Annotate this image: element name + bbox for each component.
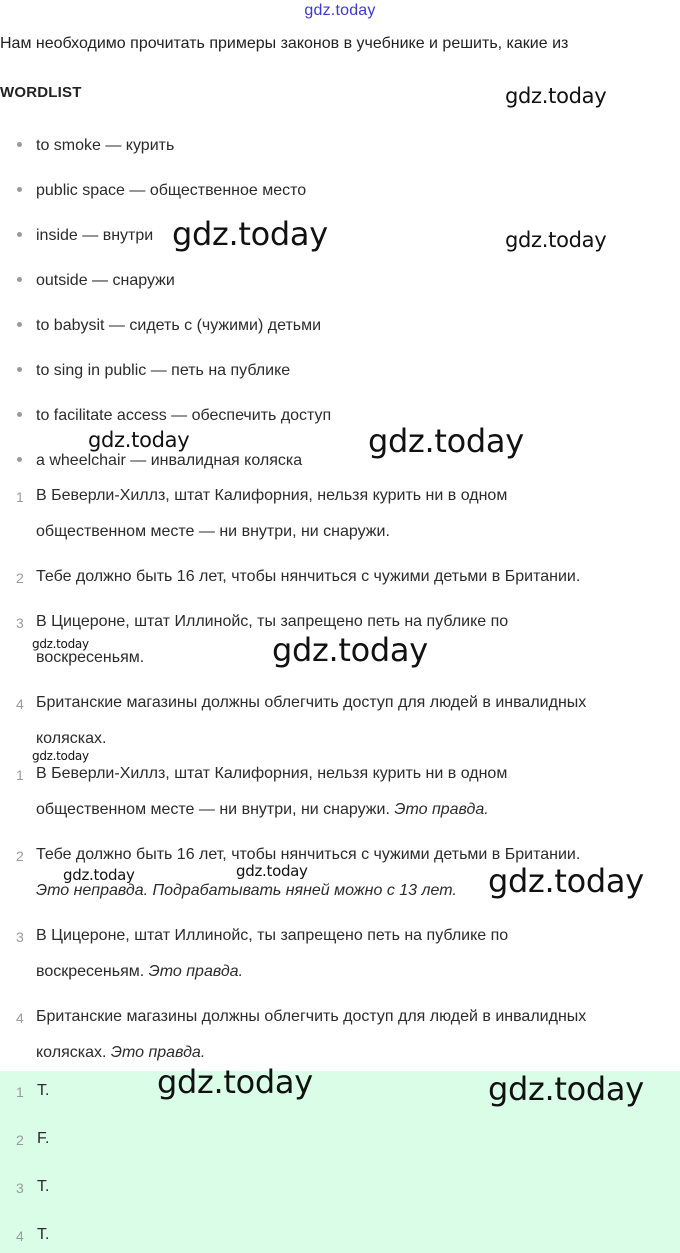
verdict-line: В Беверли-Хиллз, штат Калифорния, нельзя курить ни в одном (36, 765, 508, 782)
translation-line: колясках. (36, 730, 107, 747)
item-number: 3 (16, 615, 24, 631)
bullet-icon (17, 367, 22, 372)
bullet-icon (17, 457, 22, 462)
verdict-line: колясках. Это правда. (36, 1044, 206, 1061)
watermark: gdz.today (63, 866, 135, 884)
verdict-line (36, 882, 457, 900)
verdict-line: Британские магазины должны облегчить доступ для людей в инвалидных (36, 1008, 587, 1025)
wordlist-item: to facilitate access — обеспечить доступ (17, 407, 331, 425)
watermark: gdz.today (157, 1063, 313, 1101)
translation-line: В Цицероне, штат Иллинойс, ты запрещено петь на публике по (36, 613, 509, 630)
wordlist-item: outside — снаружи (17, 272, 175, 290)
watermark: gdz.today (88, 428, 190, 452)
verdict-text: Это неправда. Подрабатывать няней можно с 13 лет. (36, 882, 457, 899)
watermark: gdz.today (172, 215, 328, 253)
answer-number: 2 (16, 1132, 24, 1148)
translation-line: воскресеньям. (36, 649, 145, 666)
watermark: gdz.today (368, 422, 524, 460)
watermark: gdz.today (32, 637, 89, 651)
wordlist-item: to babysit — сидеть с (чужими) детьми (17, 317, 321, 335)
item-number: 3 (16, 929, 24, 945)
item-number: 4 (16, 696, 24, 712)
answer-value: T. (37, 1178, 50, 1195)
verdict-line: общественном месте — ни внутри, ни снаружи. Это правда. (36, 801, 489, 818)
translation-line: общественном месте — ни внутри, ни снаружи. (36, 523, 390, 540)
wordlist-item: public space — общественное место (17, 182, 306, 200)
verdict-line: воскресеньям. Это правда. (36, 963, 244, 980)
verdict-text: Это правда. (394, 801, 489, 818)
bullet-icon (17, 322, 22, 327)
wordlist-item: to sing in public — петь на публике (17, 362, 290, 380)
verdict-line: Тебе должно быть 16 лет, чтобы нянчиться с чужими детьми в Британии. (36, 846, 581, 863)
bullet-icon (17, 412, 22, 417)
watermark: gdz.today (32, 749, 89, 763)
bullet-icon (17, 232, 22, 237)
wordlist-item: inside — внутри (17, 227, 153, 245)
item-number: 2 (16, 848, 24, 864)
answer-number: 4 (16, 1228, 24, 1244)
translation-line: Британские магазины должны облегчить доступ для людей в инвалидных (36, 694, 587, 711)
bullet-icon (17, 187, 22, 192)
verdict-text: Это правда. (148, 963, 244, 980)
translation-line: В Беверли-Хиллз, штат Калифорния, нельзя курить ни в одном (36, 487, 508, 504)
item-number: 1 (16, 489, 24, 505)
wordlist-item: to smoke — курить (17, 137, 174, 155)
answer-value: T. (37, 1226, 50, 1243)
translation-line: Тебе должно быть 16 лет, чтобы нянчиться с чужими детьми в Британии. (36, 568, 581, 585)
item-number: 1 (16, 767, 24, 783)
wordlist-item: a wheelchair — инвалидная коляска (17, 452, 302, 470)
wordlist-title: WORDLIST (0, 84, 82, 101)
watermark: gdz.today (488, 862, 644, 900)
watermark: gdz.today (488, 1070, 644, 1108)
answer-number: 3 (16, 1180, 24, 1196)
intro-text: Нам необходимо прочитать примеры законов в учебнике и решить, какие из (0, 35, 569, 52)
watermark: gdz.today (236, 862, 308, 880)
answer-value: T. (37, 1082, 50, 1099)
bullet-icon (17, 277, 22, 282)
answer-value: F. (37, 1130, 50, 1147)
bullet-icon (17, 142, 22, 147)
watermark: gdz.today (505, 228, 607, 252)
verdict-text: Это правда. (110, 1044, 206, 1061)
answer-number: 1 (16, 1084, 24, 1100)
top-watermark: gdz.today (304, 2, 376, 19)
item-number: 2 (16, 570, 24, 586)
watermark: gdz.today (505, 84, 607, 108)
watermark: gdz.today (272, 631, 428, 669)
item-number: 4 (16, 1010, 24, 1026)
verdict-line: В Цицероне, штат Иллинойс, ты запрещено петь на публике по (36, 927, 509, 944)
